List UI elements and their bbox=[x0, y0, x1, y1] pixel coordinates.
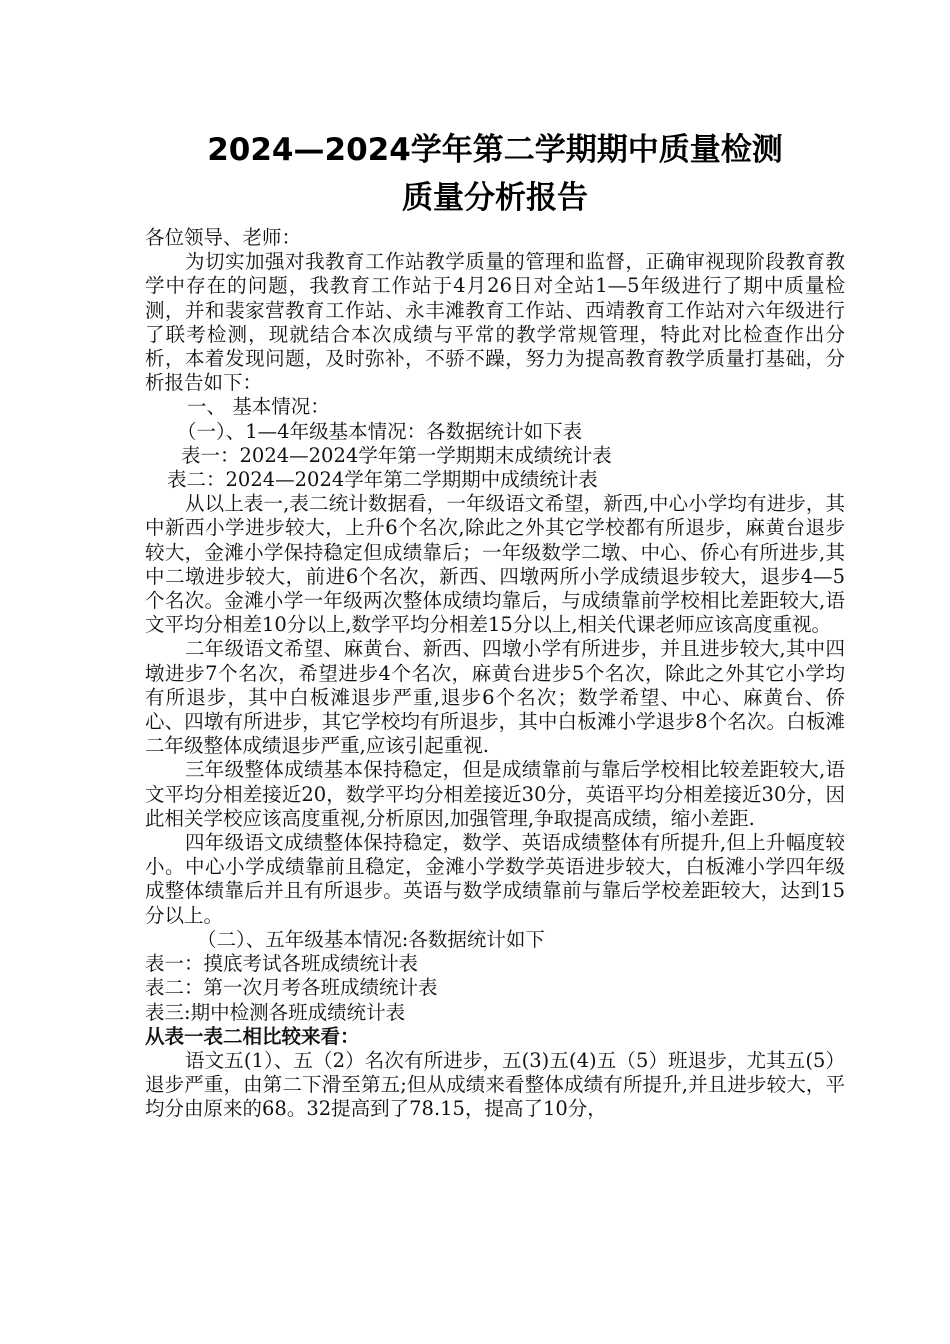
grade1-paragraph: 从以上表一,表二统计数据看，一年级语文希望，新西,中心小学均有进步，其中新西小学进步较大，上升6个名次,除此之外其它学校都有所退步，麻黄台退步较大，金滩小学保持稳定但成绩靠后；一年级数学二墩、中心、侨心有所进步,其中二墩进步较大，前进6个名次，新西、四墩两所小学成绩退步较大，退步4—5个名次。金滩小学一年级两次整体成绩均靠后，与成绩靠前学校相比差距较大,语文平均分相差10分以上,数学平均分相差15分以上,相关代课老师应该高度重视。 bbox=[145, 492, 845, 637]
grade5-table3-caption: 表三:期中检测各班成绩统计表 bbox=[145, 1000, 406, 1024]
comparison-heading: 从表一表二相比较来看： bbox=[145, 1024, 360, 1048]
table1-caption: 表一：2024—2024学年第一学期期末成绩统计表 bbox=[181, 443, 612, 467]
report-title-line2: 质量分析报告 bbox=[402, 180, 588, 216]
report-body bbox=[145, 226, 845, 1122]
report-title-line1: 2024—2024学年第二学期期中质量检测 bbox=[207, 132, 783, 168]
grade4-paragraph: 四年级语文成绩整体保持稳定，数学、英语成绩整体有所提升,但上升幅度较小。中心小学成绩靠前且稳定，金滩小学数学英语进步较大，白板滩小学四年级成整体绩靠后并且有所退步。英语与数学成绩靠前与靠后学校差距较大，达到15分以上。 bbox=[145, 831, 845, 927]
grade3-paragraph: 三年级整体成绩基本保持稳定，但是成绩靠前与靠后学校相比较差距较大,语文平均分相差接近20，数学平均分相差接近30分，英语平均分相差接近30分，因此相关学校应该高度重视,分析原因,加强管理,争取提高成绩，缩小差距. bbox=[145, 758, 845, 830]
grade5-table1-caption: 表一：摸底考试各班成绩统计表 bbox=[145, 952, 419, 976]
document-page bbox=[145, 126, 845, 1122]
section1-heading: 一、 基本情况： bbox=[187, 395, 330, 419]
table2-caption: 表二：2024—2024学年第二学期期中成绩统计表 bbox=[167, 468, 598, 492]
grade2-paragraph: 二年级语文希望、麻黄台、新西、四墩小学有所进步，并且进步较大,其中四墩进步7个名次，希望进步4个名次，麻黄台进步5个名次，除此之外其它小学均有所退步，其中白板滩退步严重,退步6个名次；数学希望、中心、麻黄台、侨心、四墩有所进步，其它学校均有所退步，其中白板滩小学退步8个名次。白板滩二年级整体成绩退步严重,应该引起重视. bbox=[145, 637, 845, 758]
subsection2-heading: （二）、五年级基本情况:各数据统计如下 bbox=[197, 927, 545, 951]
salutation: 各位领导、老师： bbox=[145, 226, 302, 249]
subsection1-heading: （一）、1—4年级基本情况：各数据统计如下表 bbox=[177, 419, 583, 443]
intro-paragraph: 为切实加强对我教育工作站教学质量的管理和监督，正确审视现阶段教育教学中存在的问题，我教育工作站于4月26日对全站1—5年级进行了期中质量检测，并和裴家营教育工作站、永丰滩教育工作站、西靖教育工作站对六年级进行了联考检测，现就结合本次成绩与平常的教学常规管理，特此对比检查作出分析，本着发现问题，及时弥补，不骄不躁，努力为提高教育教学质量打基础，分析报告如下： bbox=[145, 250, 845, 395]
grade5-table2-caption: 表二：第一次月考各班成绩统计表 bbox=[145, 976, 438, 1000]
grade5-chinese-paragraph: 语文五(1）、五（2）名次有所进步，五(3)五(4)五（5）班退步，尤其五(5）退步严重，由第二下滑至第五;但从成绩来看整体成绩有所提升,并且进步较大，平均分由原来的68。32提高到了78.15，提高了10分， bbox=[145, 1048, 845, 1121]
